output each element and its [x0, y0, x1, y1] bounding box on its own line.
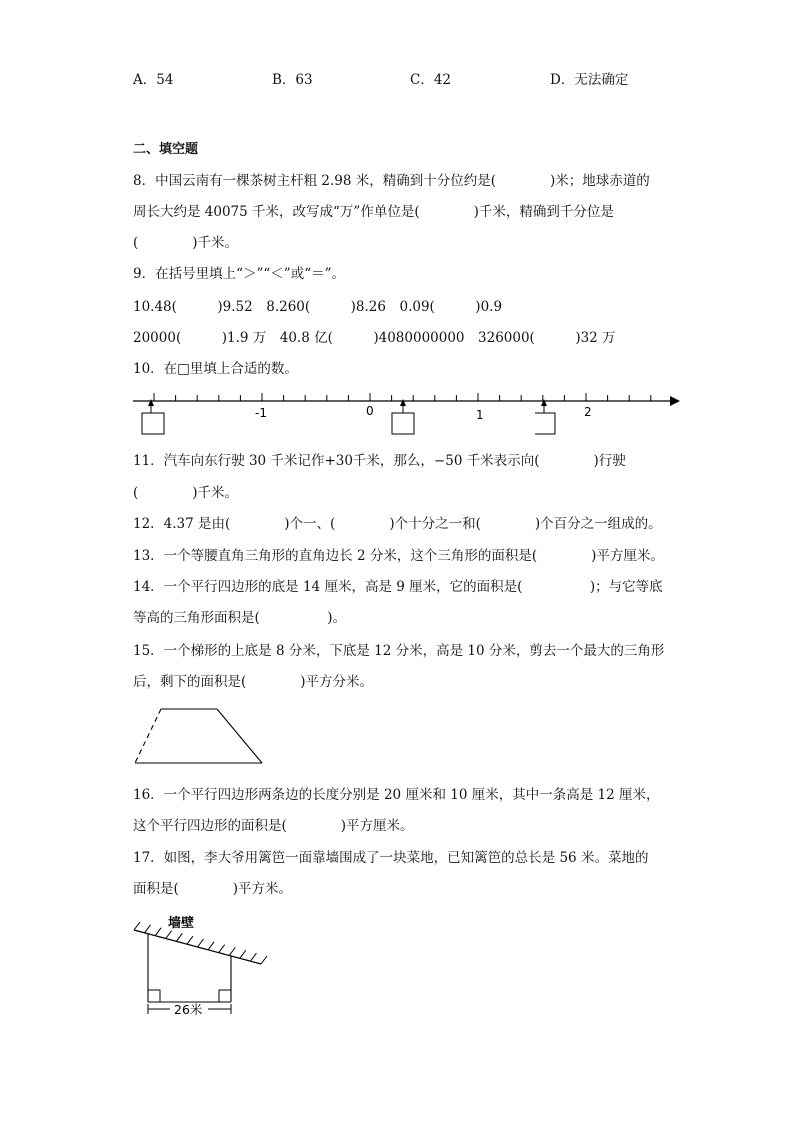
hatch-mark [240, 950, 246, 958]
hatch-mark [145, 925, 151, 933]
q14-line-1: 14．一个平行四边形的底是 14 厘米，高是 9 厘米，它的面积是( )；与它等底 [133, 579, 663, 595]
q15-line-2: 后，剩下的面积是( )平方分米。 [133, 674, 374, 690]
q12-line-1: 12．4.37 是由( )个一、( )个十分之一和( )个百分之一组成的。 [133, 516, 662, 532]
hatch-mark [219, 945, 225, 953]
hatch-mark [250, 953, 256, 961]
tick-label-0: 0 [366, 404, 374, 418]
option-d: D．无法确定 [550, 72, 629, 88]
q17-line-2: 面积是( )平方米。 [133, 881, 293, 897]
hatch-mark [166, 931, 172, 939]
section-title: 二、填空题 [133, 142, 199, 157]
q8-line-2: 周长大约是 40075 千米，改写成“万”作单位是( )千米，精确到千分位是 [133, 204, 614, 220]
hatch-mark [198, 939, 204, 947]
hatch-mark [208, 942, 214, 950]
q8-line-1: 8．中国云南有一棵茶树主杆粗 2.98 米，精确到十分位约是( )米；地球赤道的 [133, 173, 650, 189]
q8-line-3: ( )千米。 [133, 235, 239, 251]
option-b: B．63 [272, 72, 313, 88]
hatch-mark [229, 948, 235, 956]
hatch-mark [187, 936, 193, 944]
hatch-mark [134, 922, 140, 930]
right-angle-right [219, 990, 231, 1002]
q15-line-1: 15．一个梯形的上底是 8 分米，下底是 12 分米，高是 10 分米，剪去一个最大的三角形 [133, 643, 665, 659]
q14-line-2: 等高的三角形面积是( )。 [133, 610, 347, 626]
hatch-mark [261, 956, 267, 964]
q9-line-2: 10.48( )9.52 8.260( )8.26 0.09( )0.9 [133, 299, 503, 315]
q16-line-2: 这个平行四边形的面积是( )平方厘米。 [133, 818, 414, 834]
q9-line-1: 9．在括号里填上“＞”“＜”或“＝”。 [133, 266, 345, 282]
wall-label: 墙壁 [168, 916, 195, 931]
q13-line-1: 13．一个等腰直角三角形的直角边长 2 分米，这个三角形的面积是( )平方厘米。 [133, 548, 664, 564]
hatch-mark [176, 933, 182, 941]
q16-line-1: 16．一个平行四边形两条边的长度分别是 20 厘米和 10 厘米，其中一条高是 12 厘米， [133, 787, 660, 803]
option-a: A．54 [133, 72, 174, 88]
wall-hatching [134, 922, 267, 964]
tick-label-neg1: -1 [255, 406, 267, 420]
q17-line-1: 17．如图，李大爷用篱笆一面靠墙围成了一块菜地，已知篱笆的总长是 56 米。菜地的 [133, 850, 649, 866]
tick-label-2: 2 [584, 405, 592, 419]
q10-line-1: 10．在□里填上合适的数。 [133, 361, 298, 377]
q11-line-1: 11．汽车向东行驶 30 千米记作+30千米，那么，−50 千米表示向( )行驶 [133, 453, 626, 469]
right-angle-left [148, 990, 160, 1002]
q9-line-3: 20000( )1.9 万 40.8 亿( )4080000000 326000( )32 万 [133, 330, 616, 346]
option-c: C．42 [410, 72, 452, 88]
q11-line-2: ( )千米。 [133, 485, 239, 501]
tick-label-1: 1 [476, 408, 484, 422]
hatch-mark [155, 928, 161, 936]
bottom-length-label: 26米 [174, 1002, 203, 1017]
